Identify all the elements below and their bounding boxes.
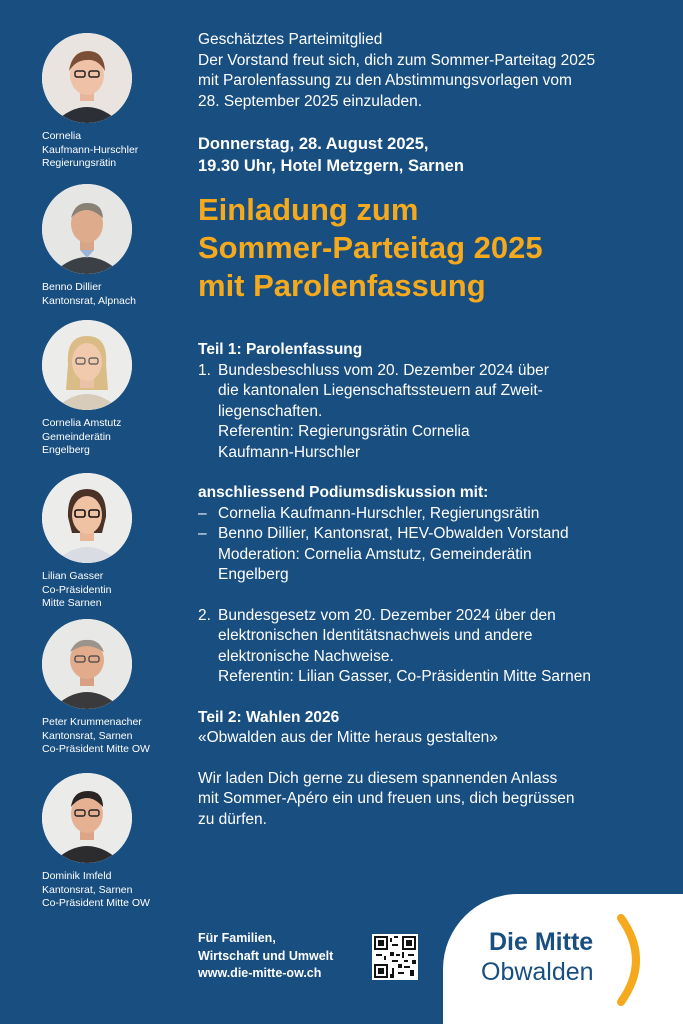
part2-section — [198, 708, 668, 749]
person-role: Kantonsrat, Sarnen — [42, 883, 133, 896]
person-place: Mitte Sarnen — [42, 597, 102, 609]
person-role: Kaufmann-Hurschler — [42, 143, 139, 156]
portrait-photo — [42, 773, 132, 863]
person-name: Benno Dillier — [42, 281, 102, 293]
closing-line: zu dürfen. — [198, 810, 267, 828]
portrait-photo — [42, 33, 132, 123]
portrait-photo — [42, 184, 132, 274]
motto: «Obwalden aus der Mitte heraus gestalten» — [198, 729, 498, 746]
person-name: Cornelia Amstutz — [42, 417, 122, 429]
person-role: Kantonsrat, Sarnen — [42, 729, 133, 742]
part1-heading: Teil 1: Parolenfassung — [198, 341, 363, 358]
title-line: Sommer-Parteitag 2025 — [198, 230, 543, 265]
agenda-text: liegenschaften. — [218, 402, 323, 420]
intro-line: Der Vorstand freut sich, dich zum Sommer-Parteitag 2025 — [198, 51, 596, 69]
agenda-text: elektronischen Identitätsnachweis und andere — [218, 627, 533, 644]
greeting: Geschätztes Parteimitglied — [198, 31, 383, 48]
qr-code-icon[interactable] — [372, 934, 418, 980]
agenda-item — [198, 606, 668, 688]
person-role: Gemeinderätin — [42, 430, 111, 443]
person-name: Peter Krummenacher — [42, 716, 142, 728]
event-date-line: Donnerstag, 28. August 2025, — [198, 135, 429, 153]
dash-marker: – — [198, 525, 207, 542]
agenda-text: Referentin: Regierungsrätin Cornelia — [218, 423, 470, 440]
item-number: 2. — [198, 606, 211, 624]
party-logo — [443, 894, 683, 1024]
logo-subtitle: Obwalden — [481, 958, 594, 986]
portrait-photo — [42, 473, 132, 563]
podium-text: Cornelia Kaufmann-Hurschler, Regierungsrätin — [218, 504, 540, 522]
person-name: Lilian Gasser — [42, 570, 104, 582]
closing-line: mit Sommer-Apéro ein und freuen uns, dich begrüssen — [198, 790, 575, 807]
agenda-text: Referentin: Lilian Gasser, Co-Präsidentin Mitte Sarnen — [218, 668, 592, 685]
slogan-line: Wirtschaft und Umwelt — [198, 948, 334, 963]
podium-text: Engelberg — [218, 566, 289, 583]
part2-heading: Teil 2: Wahlen 2026 — [198, 708, 340, 726]
person-role: Kantonsrat, Alpnach — [42, 294, 136, 307]
person-place: Co-Präsident Mitte OW — [42, 743, 150, 755]
portrait-sidebar — [0, 0, 185, 1024]
podium-item — [198, 524, 668, 586]
invitation-title — [198, 191, 668, 305]
person-role: Co-Präsidentin — [42, 583, 112, 596]
person-card — [42, 773, 182, 911]
person-name: Dominik Imfeld — [42, 870, 112, 882]
website-link[interactable]: www.die-mitte-ow.ch — [198, 966, 322, 980]
agenda-item — [198, 361, 668, 464]
person-card — [42, 473, 182, 611]
person-card — [42, 320, 182, 458]
part1-section — [198, 340, 668, 688]
closing-text — [198, 769, 668, 831]
person-place: Engelberg — [42, 444, 90, 456]
intro-line: 28. September 2025 einzuladen. — [198, 92, 423, 110]
dash-marker: – — [198, 504, 207, 522]
item-number: 1. — [198, 361, 211, 379]
person-card — [42, 33, 182, 171]
portrait-photo — [42, 320, 132, 410]
podium-item — [198, 504, 668, 525]
person-name: Cornelia — [42, 130, 82, 142]
podium-text: Benno Dillier, Kantonsrat, HEV-Obwalden Vorstand — [218, 525, 569, 542]
invitation-content — [198, 30, 668, 830]
podium-heading: anschliessend Podiumsdiskussion mit: — [198, 484, 489, 501]
agenda-text: elektronische Nachweise. — [218, 647, 394, 665]
closing-line: Wir laden Dich gerne zu diesem spannenden Anlass — [198, 769, 558, 787]
podium-text: Moderation: Cornelia Amstutz, Gemeinderätin — [218, 545, 532, 563]
title-line: mit Parolenfassung — [198, 268, 486, 303]
person-place: Co-Präsident Mitte OW — [42, 897, 150, 909]
title-line: Einladung zum — [198, 192, 419, 227]
portrait-photo — [42, 619, 132, 709]
intro-line: mit Parolenfassung zu den Abstimmungsvorlagen vom — [198, 72, 572, 89]
logo-title: Die Mitte — [489, 928, 594, 956]
agenda-text: Kaufmann-Hurschler — [218, 443, 361, 461]
event-date — [198, 133, 668, 177]
person-card — [42, 184, 182, 308]
agenda-text: die kantonalen Liegenschaftssteuern auf Zweit- — [218, 382, 543, 399]
agenda-text: Bundesgesetz vom 20. Dezember 2024 über den — [218, 606, 556, 624]
footer-slogan — [198, 930, 333, 983]
intro-text — [198, 51, 668, 113]
event-date-line: 19.30 Uhr, Hotel Metzgern, Sarnen — [198, 157, 464, 175]
agenda-text: Bundesbeschluss vom 20. Dezember 2024 über — [218, 361, 549, 379]
person-card — [42, 619, 182, 757]
logo-arc-icon — [613, 912, 657, 1008]
person-place: Regierungsrätin — [42, 157, 117, 169]
slogan-line: Für Familien, — [198, 931, 276, 945]
